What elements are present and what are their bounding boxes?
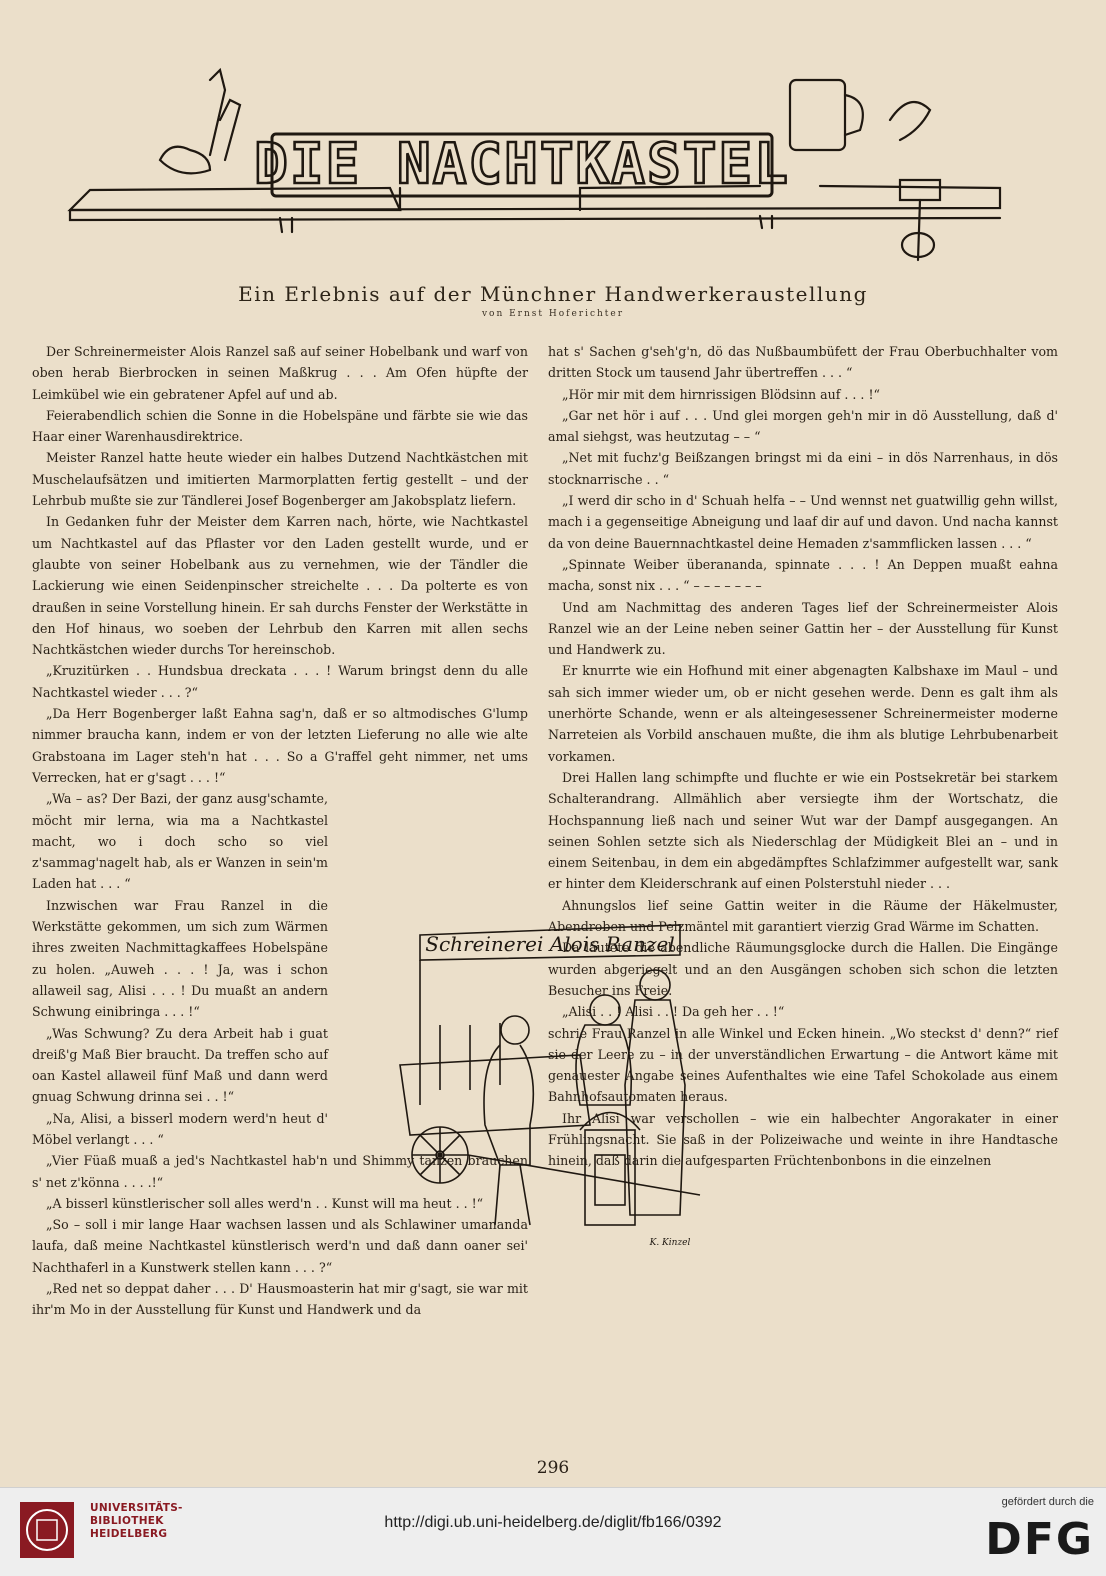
shop-sign-text: Schreinerei Alois Ranzel	[425, 932, 675, 956]
right-paragraph: schrie Frau Ranzel in alle Winkel und Ecken hinein. „Wo steckst d' denn?“ rief sie der Leere zu – in der unverständlichen Erwartung – die Antwort käme mit genauester Angabe seines Aufenthaltes wie eine Tafel Schokolade aus einem Bahnhofsautomaten heraus.	[548, 1025, 1058, 1105]
right-paragraph: „Alisi . . ! Alisi . . ! Da geh her . . !“	[562, 1004, 785, 1020]
right-paragraph: Und am Nachmittag des anderen Tages lief der Schreinermeister Alois Ranzel wie an der Leine neben seiner Gattin her – der Ausstellung für Kunst und Handwerk zu.	[548, 599, 1058, 658]
left-paragraph: „Na, Alisi, a bisserl modern werd'n heut d' Möbel verlangt . . . “	[32, 1110, 328, 1147]
workshop-illustration	[380, 915, 710, 1255]
left-paragraph: „Was Schwung? Zu dera Arbeit hab i guat dreiß'g Maß Bier braucht. Da treffen scho auf oan Kastel allaweil fünf Maß und dann werd gnuag Schwung drinna sei . . !“	[32, 1025, 328, 1105]
viewer-footer	[0, 1487, 1106, 1576]
artist-signature: K. Kinzel	[649, 1238, 691, 1248]
right-paragraph: „Net mit fuchz'g Beißzangen bringst mi da eini – in dös Narrenhaus, in dös stocknarrische . . “	[548, 450, 1058, 487]
left-paragraph: „Vier Füaß muaß a jed's Nachtkastel hab'n und Shimmy tanzen brauchen s' net z'könna . . . .!“	[32, 1153, 528, 1190]
left-paragraph: „Wa – as? Der Bazi, der ganz ausg'schamte, möcht mir lerna, wia ma a Nachtkastel macht, wo i doch scho so viel z'sammag'nagelt hab, als er Wanzen in sein'm Laden hat . . . “	[32, 791, 328, 892]
right-paragraph: hat s' Sachen g'seh'g'n, dö das Nußbaumbüfett der Frau Oberbuchhalter vom dritten Stock um tausend Jahr übertreffen . . . “	[548, 344, 1058, 381]
left-paragraph: Der Schreinermeister Alois Ranzel saß auf seiner Hobelbank und warf von oben herab Bierbrocken in seinen Maßkrug . . . Am Ofen hüpfte der Leimkübel wie ein gebratener Apfel auf und ab.	[32, 344, 528, 402]
dfg-logo: DFG	[985, 1514, 1094, 1565]
left-paragraph: „So – soll i mir lange Haar wachsen lassen und als Schlawiner umananda laufa, daß meine Nachtkastel künstlerisch werd'n und daß dann oaner sei' Nachthaferl in a Kunstwerk stellen kann . . . ?“	[32, 1217, 528, 1275]
left-paragraph: Feierabendlich schien die Sonne in die Hobelspäne und färbte sie wie das Haar einer Warenhausdirektrice.	[32, 407, 528, 445]
left-paragraph: „Kruzitürken . . Hundsbua dreckata . . . ! Warum bringst denn du alle Nachtkastel wieder . . . ?“	[32, 663, 528, 700]
left-paragraph: Meister Ranzel hatte heute wieder ein halbes Dutzend Nachtkästchen mit Muschelaufsätzen und imitierten Marmorplatten fertig gestellt – und der Lehrbub mußte sie zur Tändlerei Josef Bogenberger am Jakobsplatz liefern.	[32, 450, 528, 509]
document-url-link[interactable]: http://digi.ub.uni-heidelberg.de/diglit/fb166/0392	[384, 1514, 722, 1531]
article-subtitle: Ein Erlebnis auf der Münchner Handwerkeraustellung	[238, 282, 868, 306]
right-paragraph: Da läutete die abendliche Räumungsglocke durch die Hallen. Die Eingänge wurden abgeriegelt und an den Ausgängen schoben sich schon die letzten Besucher ins Freie.	[548, 940, 1058, 998]
left-paragraph: Inzwischen war Frau Ranzel in die Werkstätte gekommen, um sich zum Wärmen ihres zweiten Nachmittagkaffees Hobelspäne zu holen. „Auweh . . . ! Ja, was i schon allaweil sag, Alisi . . . ! Du muaßt an andern Schwung einibringa . . . !“	[32, 897, 328, 1020]
right-paragraph: „Hör mir mit dem hirnrissigen Blödsinn auf . . . !“	[562, 386, 880, 402]
left-paragraph: In Gedanken fuhr der Meister dem Karren nach, hörte, wie Nachtkastel um Nachtkastel auf das Pflaster vor den Laden gestellt wurde, und er glaubte von seiner Hobelbank aus zu vernehmen, wie der Tändler die Lackierung wie einen Seidenpinscher streichelte . . . Da polterte es von draußen in seine Vorstellung hinein. Er sah durchs Fenster der Werkstätte in den Hof hinaus, wo soeben der Lehrbub den Karren mit allen sechs Nachtkästchen wieder durchs Tor hereinschob.	[32, 514, 528, 658]
right-paragraph: Er knurrte wie ein Hofhund mit einer abgenagten Kalbshaxe im Maul – und sah sich immer wieder um, ob er nicht gesehen werde. Denn es galt ihm als unerhörte Schande, wenn er als alteingesessener Schreinermeister moderne Narreteien als Vorbild anschauen mußte, die ihm als blutige Lehrbubenarbeit vorkamen.	[548, 663, 1058, 764]
university-name: UNIVERSITÄTS- BIBLIOTHEK HEIDELBERG	[90, 1502, 183, 1540]
right-paragraph: „Gar net hör i auf . . . Und glei morgen geh'n mir in dö Ausstellung, daß d' amal siehgst, was heutzutag – – “	[548, 407, 1058, 445]
right-paragraph: Ahnungslos lief seine Gattin weiter in die Räume der Häkelmuster, Abendroben und Pelzmäntel mit garantiert vierzig Grad Wärme im Schatten.	[548, 897, 1058, 935]
article-byline: von Ernst Hoferichter	[481, 309, 625, 319]
right-paragraph: Ihr Alisi war verschollen – wie ein halbechter Angorakater in einer Frühlingsnacht. Sie saß in der Polizeiwache und weinte in ihre Handtasche hinein, daß darin die aufgesparten Früchtenbonbons in die einzelnen	[548, 1110, 1058, 1169]
funded-by-label: gefördert durch die	[1001, 1496, 1094, 1508]
title-text: DIE NACHTKASTEL	[254, 132, 790, 197]
page-number: 296	[536, 1458, 570, 1478]
title-illustration	[60, 60, 1010, 270]
left-paragraph: „Da Herr Bogenberger laßt Eahna sag'n, daß er so altmodisches G'lump nimmer braucha kann, indem er von der letzten Lieferung no alle wie alte Grabstoana im Lager steh'n hat . . . So a G'raffel geht nimmer, net ums Verrecken, hat er g'sagt . . . !“	[32, 706, 528, 785]
left-paragraph: „A bisserl künstlerischer soll alles werd'n . . Kunst will ma heut . . !“	[46, 1195, 484, 1211]
right-paragraph: Drei Hallen lang schimpfte und fluchte er wie ein Postsekretär bei starkem Schalterandrang. Allmählich aber versiegte ihm der Wortschatz, die Hochspannung ließ nach und seiner Wut war der Dampf ausgegangen. An seinen Sohlen setzte sich als Niederschlag der Müdigkeit Blei an – und in einem Seitenbau, in dem ein abgedämpftes Schlafzimmer aufgestellt war, sank er hinter dem Kleiderschrank auf einen Polsterstuhl nieder . . .	[548, 769, 1058, 892]
right-paragraph: „I werd dir scho in d' Schuah helfa – – Und wennst net guatwillig gehn willst, mach i a gegenseitige Abneigung und laaf dir auf und davon. Und nacha kannst da von deine Bauernnachtkastel deine Hemaden z'sammflicken lassen . . . “	[548, 493, 1058, 551]
right-paragraph: „Spinnate Weiber überananda, spinnate . . . ! An Deppen muaßt eahna macha, sonst nix . . . “ – – – – – – –	[548, 556, 1058, 594]
left-paragraph: „Red net so deppat daher . . . D' Hausmoasterin hat mir g'sagt, sie war mit ihr'm Mo in der Ausstellung für Kunst und Handwerk und da	[32, 1281, 528, 1318]
